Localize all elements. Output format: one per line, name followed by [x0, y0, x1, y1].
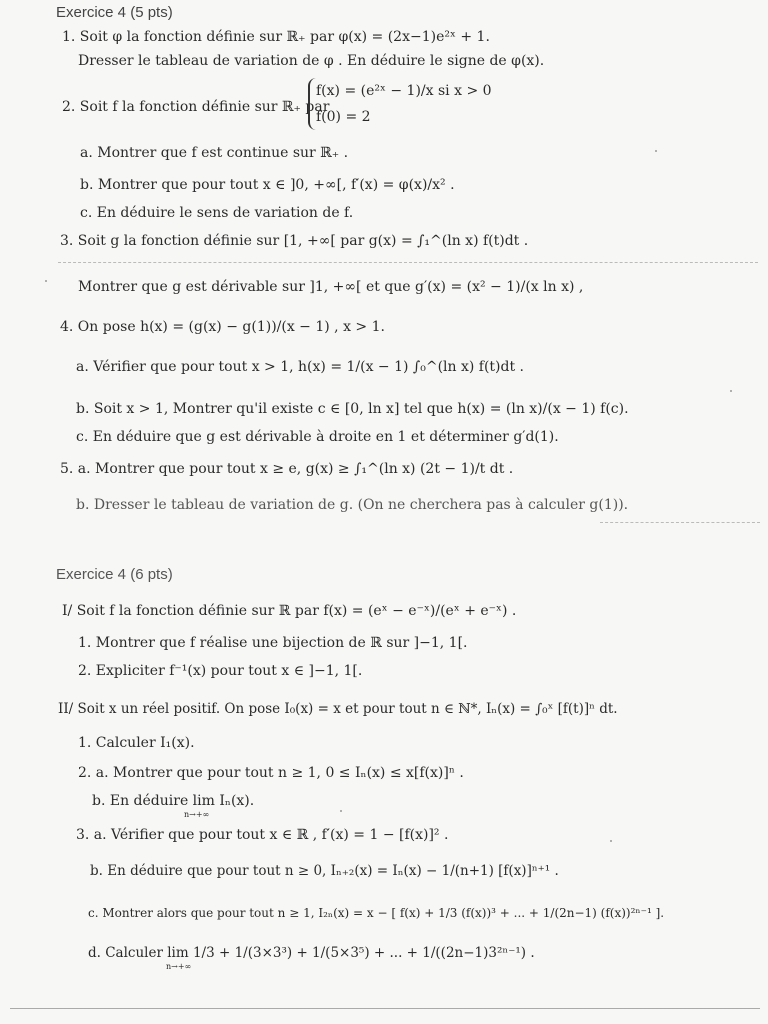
ex1-question-1-instruction: Dresser le tableau de variation de φ . En déduire le signe de φ(x). — [78, 53, 545, 69]
piecewise-case-1: f(x) = (e²ˣ − 1)/x si x > 0 — [316, 83, 492, 99]
ex1-question-4c: c. En déduire que g est dérivable à droite en 1 et déterminer g′d(1). — [76, 429, 559, 445]
piecewise-case-2: f(0) = 2 — [316, 109, 371, 125]
ex2-part-1: I/ Soit f la fonction définie sur ℝ par f(x) = (eˣ − e⁻ˣ)/(eˣ + e⁻ˣ) . — [62, 603, 517, 619]
ex1-piecewise-system — [308, 78, 492, 130]
ex2-part-2-q3b: b. En déduire que pour tout n ≥ 0, Iₙ₊₂(x) = Iₙ(x) − 1/(n+1) [f(x)]ⁿ⁺¹ . — [90, 863, 559, 879]
ex2-question-2: 2. Expliciter f⁻¹(x) pour tout x ∈ ]−1, 1[. — [78, 663, 363, 679]
scan-speck — [340, 810, 342, 812]
ex2-question-1: 1. Montrer que f réalise une bijection de ℝ sur ]−1, 1[. — [78, 635, 468, 651]
ex2-part-2-q3d: d. Calculer lim 1/3 + 1/(3×3³) + 1/(5×3⁵) + ... + 1/((2n−1)3²ⁿ⁻¹) . — [88, 945, 535, 961]
scan-speck — [610, 840, 612, 842]
piecewise-brace — [308, 78, 492, 130]
limit-subscript-2: n→+∞ — [166, 962, 192, 971]
ex1-question-3: 3. Soit g la fonction définie sur [1, +∞[ par g(x) = ∫₁^(ln x) f(t)dt . — [60, 233, 529, 249]
scan-speck — [730, 390, 732, 392]
bottom-border — [10, 1008, 760, 1009]
ex2-part-2-q2a: 2. a. Montrer que pour tout n ≥ 1, 0 ≤ Iₙ(x) ≤ x[f(x)]ⁿ . — [78, 765, 464, 781]
ex2-part-2-q3c: c. Montrer alors que pour tout n ≥ 1, I₂ₙ(x) = x − [ f(x) + 1/3 (f(x))³ + ... + 1/(2n−1) (f(x))²ⁿ⁻¹ ]. — [88, 906, 665, 920]
ex1-question-2 — [62, 98, 329, 116]
ex2-part-2-q2b-text: b. En déduire lim Iₙ(x). — [92, 793, 255, 809]
ex2-part-2-q2b — [92, 792, 254, 810]
ex1-question-2-text: 2. Soit f la fonction définie sur ℝ₊ par — [62, 99, 330, 115]
ex2-part-2-q1: 1. Calculer I₁(x). — [78, 735, 195, 751]
exercise-2-title: Exercice 4 (6 pts) — [56, 566, 173, 583]
limit-subscript: n→+∞ — [184, 810, 210, 819]
ex1-question-5a: 5. a. Montrer que pour tout x ≥ e, g(x) ≥ ∫₁^(ln x) (2t − 1)/t dt . — [60, 461, 514, 477]
ex1-question-1: 1. Soit φ la fonction définie sur ℝ₊ par φ(x) = (2x−1)e²ˣ + 1. — [62, 29, 490, 45]
scan-speck — [45, 280, 47, 282]
dashed-separator — [58, 262, 758, 263]
exercise-1-title: Exercice 4 (5 pts) — [56, 4, 173, 21]
ex1-question-4a: a. Vérifier que pour tout x > 1, h(x) = 1/(x − 1) ∫₀^(ln x) f(t)dt . — [76, 359, 525, 375]
ex2-part-2-q3a: 3. a. Vérifier que pour tout x ∈ ℝ , f′(x) = 1 − [f(x)]² . — [76, 827, 449, 843]
dashed-separator-2 — [600, 522, 760, 523]
ex1-question-4: 4. On pose h(x) = (g(x) − g(1))/(x − 1) , x > 1. — [60, 319, 385, 335]
scan-speck — [655, 150, 657, 152]
ex1-question-2b: b. Montrer que pour tout x ∈ ]0, +∞[, f′(x) = φ(x)/x² . — [80, 177, 455, 193]
ex1-question-2c: c. En déduire le sens de variation de f. — [80, 205, 354, 221]
ex1-question-5b: b. Dresser le tableau de variation de g. (On ne cherchera pas à calculer g(1)). — [76, 497, 629, 513]
ex1-question-3-task: Montrer que g est dérivable sur ]1, +∞[ et que g′(x) = (x² − 1)/(x ln x) , — [78, 279, 584, 295]
ex1-question-4b: b. Soit x > 1, Montrer qu'il existe c ∈ [0, ln x] tel que h(x) = (ln x)/(x − 1) f(c). — [76, 401, 629, 417]
ex2-part-2: II/ Soit x un réel positif. On pose I₀(x) = x et pour tout n ∈ ℕ*, Iₙ(x) = ∫₀ˣ [f(t)]ⁿ dt. — [58, 701, 618, 717]
ex1-question-2a: a. Montrer que f est continue sur ℝ₊ . — [80, 145, 349, 161]
